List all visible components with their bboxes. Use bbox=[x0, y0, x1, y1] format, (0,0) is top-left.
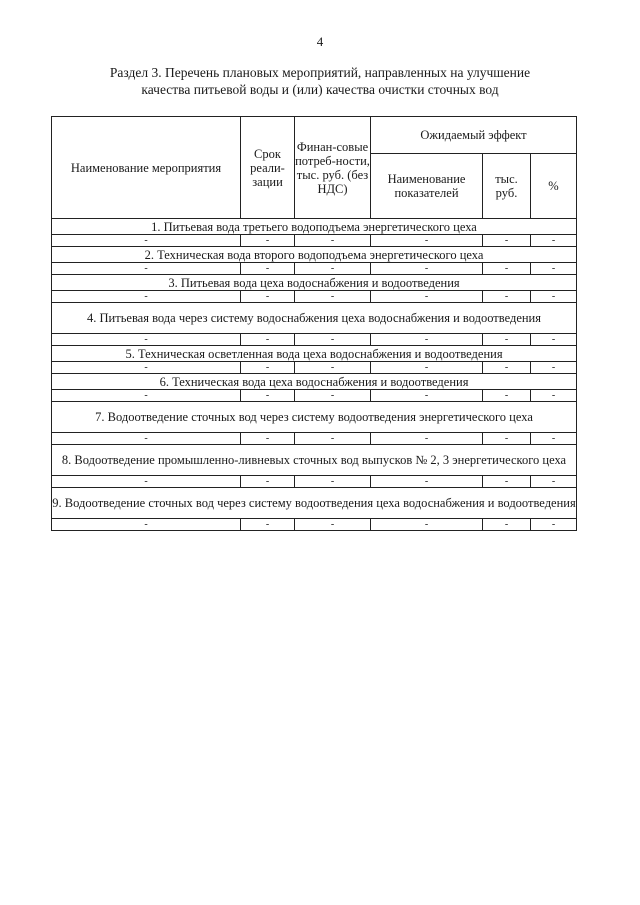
value-cell: - bbox=[371, 263, 483, 275]
value-cell: - bbox=[371, 519, 483, 531]
group-title: 8. Водоотведение промышленно-ливневых сточных вод выпусков № 2, 3 энергетического цеха bbox=[52, 445, 577, 476]
value-cell: - bbox=[531, 476, 577, 488]
group-row bbox=[52, 402, 577, 433]
value-row bbox=[52, 390, 577, 402]
value-cell: - bbox=[531, 291, 577, 303]
section-title bbox=[60, 64, 580, 98]
value-cell: - bbox=[371, 390, 483, 402]
value-cell: - bbox=[483, 519, 531, 531]
value-cell: - bbox=[52, 334, 241, 346]
value-cell: - bbox=[483, 291, 531, 303]
value-cell: - bbox=[241, 263, 295, 275]
value-cell: - bbox=[371, 334, 483, 346]
value-row bbox=[52, 235, 577, 247]
value-cell: - bbox=[295, 476, 371, 488]
value-cell: - bbox=[531, 362, 577, 374]
value-cell: - bbox=[52, 362, 241, 374]
value-cell: - bbox=[483, 390, 531, 402]
value-cell: - bbox=[483, 476, 531, 488]
value-cell: - bbox=[531, 263, 577, 275]
value-row bbox=[52, 334, 577, 346]
value-cell: - bbox=[295, 334, 371, 346]
value-cell: - bbox=[52, 263, 241, 275]
header-financial-needs: Финан-совые потреб-ности, тыс. руб. (без НДС) bbox=[295, 117, 371, 219]
measures-table-body bbox=[52, 219, 577, 531]
value-cell: - bbox=[371, 362, 483, 374]
value-cell: - bbox=[371, 433, 483, 445]
value-cell: - bbox=[52, 235, 241, 247]
value-cell: - bbox=[52, 476, 241, 488]
header-expected-effect: Ожидаемый эффект bbox=[371, 117, 577, 154]
value-cell: - bbox=[295, 390, 371, 402]
value-cell: - bbox=[483, 362, 531, 374]
value-cell: - bbox=[241, 476, 295, 488]
value-row bbox=[52, 433, 577, 445]
group-row bbox=[52, 303, 577, 334]
value-cell: - bbox=[52, 390, 241, 402]
group-title: 2. Техническая вода второго водоподъема энергетического цеха bbox=[52, 247, 577, 263]
value-cell: - bbox=[52, 291, 241, 303]
measures-table bbox=[51, 116, 577, 531]
value-cell: - bbox=[483, 235, 531, 247]
value-row bbox=[52, 362, 577, 374]
value-row bbox=[52, 476, 577, 488]
value-cell: - bbox=[52, 433, 241, 445]
group-row bbox=[52, 374, 577, 390]
value-cell: - bbox=[295, 235, 371, 247]
header-indicator-name: Наименование показателей bbox=[371, 154, 483, 219]
value-cell: - bbox=[531, 433, 577, 445]
section-title-line-1: Раздел 3. Перечень плановых мероприятий, направленных на улучшение bbox=[109, 65, 531, 80]
group-title: 4. Питьевая вода через систему водоснабжения цеха водоснабжения и водоотведения bbox=[52, 303, 577, 334]
group-row bbox=[52, 275, 577, 291]
value-cell: - bbox=[295, 291, 371, 303]
value-row bbox=[52, 263, 577, 275]
value-cell: - bbox=[371, 476, 483, 488]
value-cell: - bbox=[483, 433, 531, 445]
value-cell: - bbox=[241, 519, 295, 531]
value-cell: - bbox=[483, 334, 531, 346]
value-cell: - bbox=[371, 291, 483, 303]
group-row bbox=[52, 346, 577, 362]
header-percent: % bbox=[531, 154, 577, 219]
value-row bbox=[52, 519, 577, 531]
group-row bbox=[52, 488, 577, 519]
value-cell: - bbox=[295, 519, 371, 531]
value-cell: - bbox=[295, 362, 371, 374]
value-cell: - bbox=[371, 235, 483, 247]
page-number: 4 bbox=[316, 34, 324, 49]
value-cell: - bbox=[295, 433, 371, 445]
value-cell: - bbox=[52, 519, 241, 531]
group-row bbox=[52, 445, 577, 476]
group-title: 1. Питьевая вода третьего водоподъема энергетического цеха bbox=[52, 219, 577, 235]
value-cell: - bbox=[531, 334, 577, 346]
group-title: 9. Водоотведение сточных вод через систему водоотведения цеха водоснабжения и водоотведения bbox=[52, 488, 577, 519]
value-cell: - bbox=[241, 362, 295, 374]
header-term: Срок реали-зации bbox=[241, 117, 295, 219]
group-title: 3. Питьевая вода цеха водоснабжения и водоотведения bbox=[52, 275, 577, 291]
value-cell: - bbox=[531, 235, 577, 247]
group-row bbox=[52, 247, 577, 263]
group-title: 5. Техническая осветленная вода цеха водоснабжения и водоотведения bbox=[52, 346, 577, 362]
group-title: 7. Водоотведение сточных вод через систему водоотведения энергетического цеха bbox=[52, 402, 577, 433]
value-cell: - bbox=[241, 291, 295, 303]
value-cell: - bbox=[531, 519, 577, 531]
value-cell: - bbox=[241, 235, 295, 247]
value-cell: - bbox=[295, 263, 371, 275]
group-row bbox=[52, 219, 577, 235]
header-measure-name: Наименование мероприятия bbox=[52, 117, 241, 219]
value-row bbox=[52, 291, 577, 303]
value-cell: - bbox=[241, 433, 295, 445]
value-cell: - bbox=[483, 263, 531, 275]
group-title: 6. Техническая вода цеха водоснабжения и водоотведения bbox=[52, 374, 577, 390]
value-cell: - bbox=[531, 390, 577, 402]
header-thousand-rub: тыс. руб. bbox=[483, 154, 531, 219]
section-title-line-2: качества питьевой воды и (или) качества очистки сточных вод bbox=[141, 82, 499, 97]
value-cell: - bbox=[241, 390, 295, 402]
value-cell: - bbox=[241, 334, 295, 346]
